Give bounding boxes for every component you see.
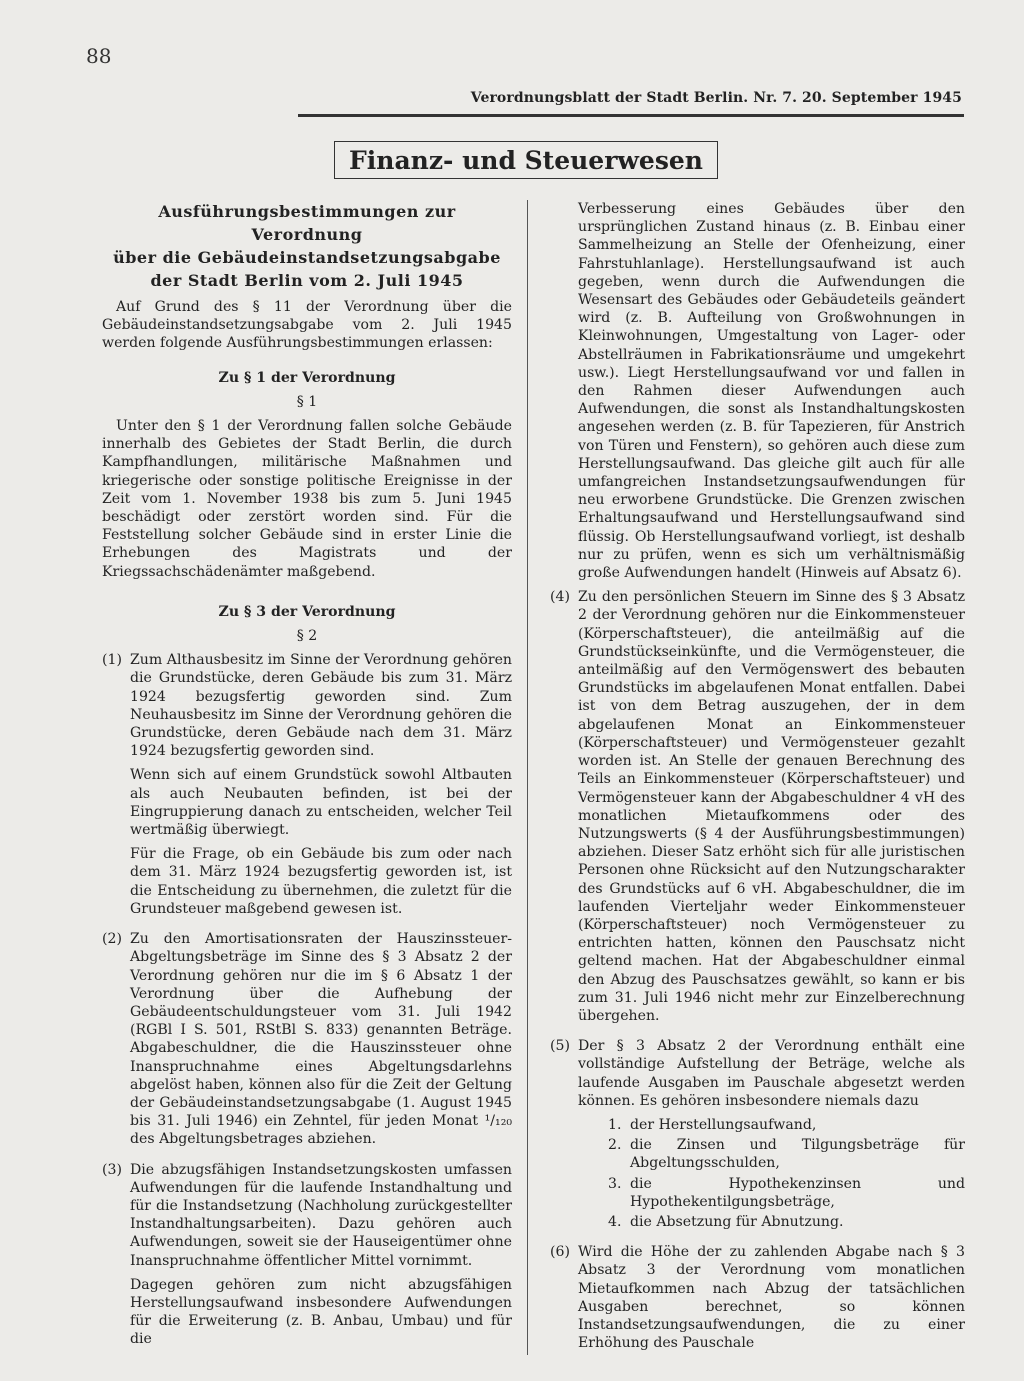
column-divider — [527, 200, 528, 1355]
clause-text: Dagegen gehören zum nicht abzugsfähigen Herstellungsaufwand insbesondere Aufwendungen für die Erweiterung (z. B. Anbau, Umbau) und für die — [130, 1276, 512, 1348]
clause-number: (2) — [102, 931, 122, 948]
document-title-line: Ausführungsbestimmungen zur Verordnung — [158, 202, 456, 244]
list-item-number: 1. — [608, 1116, 622, 1133]
paragraph-sign-2: § 2 — [296, 628, 318, 645]
clause-2 — [102, 930, 512, 1154]
clause-6 — [550, 1243, 965, 1358]
list-item — [608, 1116, 965, 1134]
clause-text: Wenn sich auf einem Grundstück sowohl Altbauten als auch Neubauten befinden, ist bei der Eingruppierung danach zu entscheiden, welcher Teil wertmäßig überwiegt. — [130, 767, 512, 839]
clause-text: Zum Althausbesitz im Sinne der Verordnung gehören die Grundstücke, deren Gebäude bis zum 31. März 1924 bezugsfertig geworden sind. Zum Neuhausbesitz im Sinne der Verordnung gehören die Grundstücke, deren Gebäude nach dem 31. März 1924 bezugsfertig geworden sind. — [130, 652, 512, 760]
document-title-line: über die Gebäudeinstandsetzungsabgabe — [113, 248, 501, 267]
list-item-number: 3. — [608, 1175, 622, 1192]
clause-3 — [102, 1161, 512, 1355]
list-item-text: die Hypothekenzinsen und Hypothekentilgungsbeträge, — [630, 1175, 965, 1210]
page-number: 88 — [86, 44, 112, 68]
clause-text: Wird die Höhe der zu zahlenden Abgabe nach § 3 Absatz 3 der Verordnung vom monatlichen Mietaufkommen nach Abzug der tatsächlichen Ausgaben berechnet, so können Instandsetzungsaufwendungen, die zu einer Erhöhung des Pauschale — [578, 1244, 965, 1352]
list-item-text: die Absetzung für Abnutzung. — [630, 1213, 844, 1230]
section-heading-zu3: Zu § 3 der Verordnung — [218, 603, 396, 620]
list-item-text: der Herstellungsaufwand, — [630, 1116, 817, 1133]
clause-number: (4) — [550, 589, 570, 606]
clause-text: Der § 3 Absatz 2 der Verordnung enthält eine vollständige Aufstellung der Beträge, welche als laufende Ausgaben im Pauschale abgesetzt werden können. Es gehören insbesondere niemals dazu — [578, 1038, 965, 1109]
document-title — [102, 200, 512, 292]
list-item — [608, 1136, 965, 1172]
paragraph-sign-1: § 1 — [296, 393, 318, 410]
clause-4 — [550, 588, 965, 1031]
clause-1 — [102, 651, 512, 924]
list-item-number: 2. — [608, 1137, 622, 1154]
list-item-number: 4. — [608, 1213, 622, 1230]
list-item — [608, 1213, 965, 1231]
clause-text: Zu den persönlichen Steuern im Sinne des § 3 Absatz 2 der Verordnung gehören nur die Einkommensteuer (Körperschaftsteuer), die anteilmäßig auf die Grundstückseinkünfte, und die Vermögensteuer, die anteilmäßig auf den Vermögenswert des bebauten Grundstücks im abgelaufenen Monat entfallen. Dabei ist von dem Betrag auszugehen, der in dem abgelaufenen Monat an Einkommensteuer (Körperschaftsteuer) und Vermögensteuer gezahlt worden ist. An Stelle der genauen Berechnung des Teils an Einkommensteuer (Körperschaftsteuer) und Vermögensteuer kann der Abgabeschuldner 4 vH des monatlichen Mietaufkommens oder des Nutzungswerts (§ 4 der Ausführungsbestimmungen) abziehen. Dieser Satz erhöht sich für alle juristischen Personen ohne Rücksicht auf den Nutzungscharakter des Grundstücks auf 6 vH. Abgabeschuldner, die im laufenden Vierteljahr weder Einkommensteuer (Körperschaftsteuer) noch Vermögensteuer zu entrichten hatten, können den Pauschsatz nicht geltend machen. Hat der Abgabeschuldner einmal den Abzug des Pauschsatzes gewählt, so kann er bis zum 31. Juli 1946 nicht mehr zur Einzelberechnung übergehen. — [578, 589, 965, 1024]
clause-number: (5) — [550, 1038, 570, 1055]
clause-3-continuation: Verbesserung eines Gebäudes über den ursprünglichen Zustand hinaus (z. B. Einbau einer Sammelheizung an Stelle der Ofenheizung, einer Fahrstuhlanlage). Herstellungsaufwand ist auch gegeben, wenn durch die Aufwendungen die Wesensart des Gebäudes oder Gebäudeteils geändert wird (z. B. Aufteilung von Großwohnungen in Kleinwohnungen, Umgestaltung von Lager- oder Abstellräumen in Fabrikationsräume und umgekehrt usw.). Liegt Herstellungsaufwand vor und fallen in den Rahmen dieser Aufwendungen auch Aufwendungen, die sonst als Instandhaltungskosten angesehen werden (z. B. für Tapezieren, für Anstrich von Türen und Fenstern), so gehören auch diese zum Herstellungsaufwand. Das gleiche gilt auch für alle umfangreichen Instandsetzungsaufwendungen für neu erworbene Grundstücke. Die Grenzen zwischen Erhaltungsaufwand und Herstellungsaufwand sind flüssig. Ob Herstellungsaufwand vorliegt, ist deshalb nur zu prüfen, wenn es sich um verhältnismäßig große Aufwendungen handelt (Hinweis auf Absatz 6). — [578, 201, 965, 582]
clause-5 — [550, 1037, 965, 1237]
intro-paragraph: Auf Grund des § 11 der Verordnung über die Gebäudeinstandsetzungsabgabe vom 2. Juli 1945 werden folgende Ausführungsbestimmungen erlassen: — [102, 299, 512, 352]
paragraph-1-text: Unter den § 1 der Verordnung fallen solche Gebäude innerhalb des Gebietes der Stadt Berlin, die durch Kampfhandlungen, militärische Maßnahmen und kriegerische oder sonstige politische Ereignisse in der Zeit vom 1. November 1938 bis zum 5. Juni 1945 beschädigt oder zerstört worden sind. Für die Feststellung solcher Gebäude sind in erster Linie die Erhebungen des Magistrats und der Kriegssachschädenämter maßgebend. — [102, 418, 512, 580]
clause-number: (1) — [102, 652, 122, 669]
clause-number: (6) — [550, 1244, 570, 1261]
running-header: Verordnungsblatt der Stadt Berlin. Nr. 7. 20. September 1945 — [470, 90, 962, 106]
right-column — [550, 200, 965, 1364]
left-column — [102, 200, 512, 1361]
clause-text: Für die Frage, ob ein Gebäude bis zum oder nach dem 31. März 1924 bezugsfertig geworden ist, ist die Entscheidung zu übernehmen, die zuletzt für die Grundsteuer maßgebend gewesen ist. — [130, 846, 512, 917]
clause-number: (3) — [102, 1161, 122, 1178]
section-heading-zu1: Zu § 1 der Verordnung — [218, 369, 396, 386]
section-title-box — [334, 141, 718, 179]
header-rule — [298, 114, 964, 117]
section-title: Finanz- und Steuerwesen — [349, 145, 703, 175]
clause-text: Zu den Amortisationsraten der Hauszinssteuer-Abgeltungsbeträge im Sinne des § 3 Absatz 2 der Verordnung gehören nur die im § 6 Absatz 1 der Verordnung über die Aufhebung der Gebäudeentschuldungsteuer vom 31. Juli 1942 (RGBl I S. 501, RStBl S. 833) genannten Beträge. Abgabeschuldner, die die Hauszinssteuer ohne Inanspruchnahme eines Abgeltungsdarlehns abgelöst haben, können also für die Zeit der Geltung der Gebäudeinstandsetzungsabgabe (1. August 1945 bis 31. Juli 1946) ein Zehntel, für jeden Monat ¹/₁₂₀ des Abgeltungsbetrages abziehen. — [130, 931, 512, 1148]
exclusion-list — [608, 1116, 965, 1231]
clause-text: Die abzugsfähigen Instandsetzungskosten umfassen Aufwendungen für die laufende Instandhaltung und für die Instandsetzung (Nachholung zurückgestellter Instandhaltungsarbeiten). Dazu gehören auch Aufwendungen, soweit sie der Hauseigentümer ohne Inanspruchnahme öffentlicher Mittel vornimmt. — [130, 1161, 512, 1269]
list-item — [608, 1175, 965, 1211]
document-title-line: der Stadt Berlin vom 2. Juli 1945 — [150, 271, 464, 290]
list-item-text: die Zinsen und Tilgungsbeträge für Abgeltungsschulden, — [630, 1137, 965, 1172]
